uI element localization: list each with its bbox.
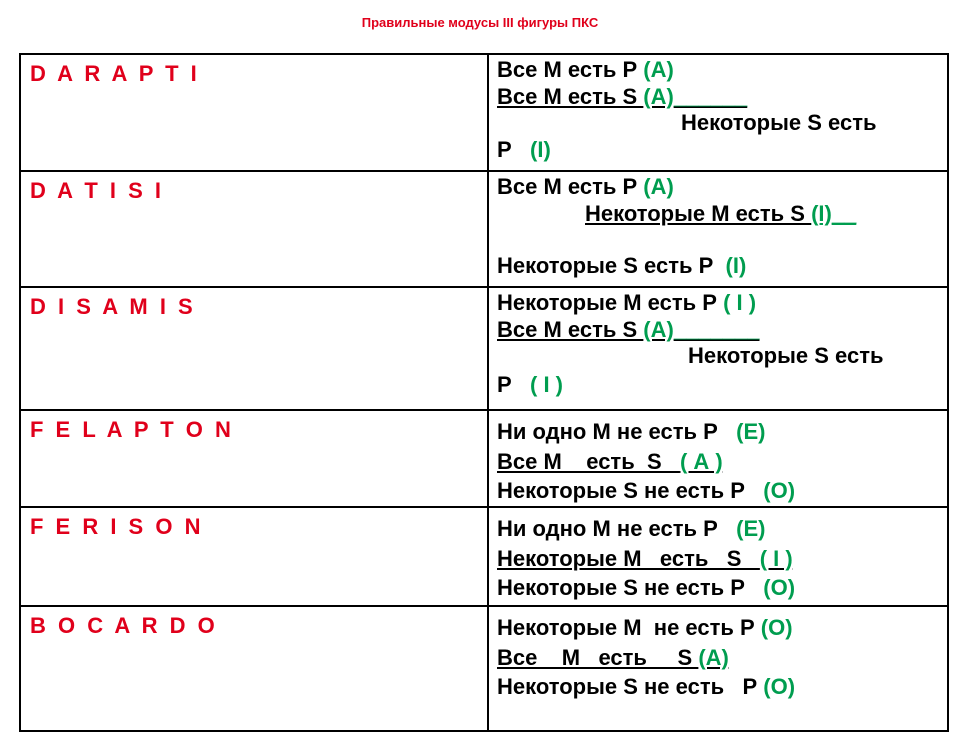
judgment-type: (О): [760, 615, 793, 640]
mood-name-cell: [20, 287, 488, 410]
premises-cell: [488, 410, 948, 507]
judgment-type: (О): [763, 674, 796, 699]
mood-name: D A R A P T I: [30, 61, 200, 86]
premises-cell: [488, 287, 948, 410]
premise-text: Некоторые М есть S: [497, 545, 760, 571]
conclusion-line: [497, 370, 947, 400]
table-row: [20, 287, 948, 410]
conclusion-line: [497, 137, 947, 164]
premise-line: [497, 643, 947, 673]
premise-text: Все М есть S: [497, 448, 680, 474]
premise-line: [497, 290, 947, 317]
judgment-type: (А): [643, 174, 674, 199]
table-row: [20, 606, 948, 731]
conclusion-text: Некоторые S есть: [688, 343, 884, 368]
premise-line: [497, 174, 947, 201]
judgment-type: (А): [643, 83, 674, 109]
conclusion-text: Р: [497, 136, 531, 162]
judgment-type: (А): [643, 57, 674, 82]
table-row: [20, 507, 948, 606]
premise-text: Все М есть S: [497, 316, 644, 342]
judgment-type: (Е): [736, 516, 766, 541]
conclusion-line: [497, 343, 947, 370]
conclusion-text: Некоторые S есть Р: [497, 253, 726, 278]
premises-cell: [488, 54, 948, 171]
premise-text: Все М есть Р: [497, 174, 644, 199]
mood-name: D A T I S I: [30, 178, 165, 203]
mood-name-cell: [20, 410, 488, 507]
table-row: [20, 410, 948, 507]
judgment-type: (О): [763, 478, 796, 503]
mood-name: F E L A P T O N: [30, 417, 234, 442]
premise-line: [497, 417, 947, 447]
premise-line: [497, 57, 947, 84]
mood-name: D I S A M I S: [30, 294, 196, 319]
judgment-type: ( I ): [759, 545, 793, 571]
mood-name: F E R I S O N: [30, 514, 204, 539]
conclusion-text: Некоторые S не есть Р: [497, 674, 764, 699]
conclusion-line: [497, 672, 947, 702]
conclusion-text: Некоторые S не есть Р: [497, 575, 764, 600]
premises-cell: [488, 171, 948, 287]
judgment-type: (А): [698, 644, 729, 670]
premise-line: [497, 84, 947, 111]
premises-cell: [488, 606, 948, 731]
judgment-type: (I): [725, 253, 747, 278]
table-row: [20, 54, 948, 171]
premise-text: Ни одно М не есть Р: [497, 516, 737, 541]
conclusion-line: [497, 476, 947, 506]
mood-name-cell: [20, 54, 488, 171]
conclusion-line: [497, 253, 947, 280]
judgment-type: (О): [763, 575, 796, 600]
judgment-type: ( I ): [530, 371, 564, 397]
premise-line: [497, 544, 947, 574]
judgment-type: (I): [811, 200, 832, 226]
judgment-type: ( А ): [679, 448, 723, 474]
mood-name-cell: [20, 606, 488, 731]
premise-text: Некоторые М есть Р: [497, 290, 724, 315]
premise-text: Все М есть Р: [497, 57, 644, 82]
underline-tail: ______: [673, 83, 748, 109]
conclusion-line: [497, 110, 947, 137]
premise-text: Все М есть S: [497, 644, 699, 670]
table-row: [20, 171, 948, 287]
premise-text: Некоторые М есть S: [585, 200, 812, 226]
mood-name-cell: [20, 171, 488, 287]
mood-name-cell: [20, 507, 488, 606]
judgment-type: (Е): [736, 419, 766, 444]
premises-cell: [488, 507, 948, 606]
conclusion-line: [497, 573, 947, 603]
premise-line: [497, 317, 947, 344]
conclusion-text: Р: [497, 371, 531, 397]
underline-tail: __: [831, 200, 857, 226]
premise-line: [497, 514, 947, 544]
premise-line: [497, 201, 947, 228]
judgment-type: (А): [643, 316, 674, 342]
premise-text: Некоторые М не есть Р: [497, 615, 761, 640]
premise-line: [497, 613, 947, 643]
mood-name: B O C A R D O: [30, 613, 218, 638]
conclusion-text: Некоторые S есть: [681, 110, 877, 135]
moods-table: [19, 53, 949, 732]
conclusion-text: Некоторые S не есть Р: [497, 478, 764, 503]
premise-line: [497, 447, 947, 477]
judgment-type: ( I ): [723, 290, 757, 315]
premise-text: Ни одно М не есть Р: [497, 419, 737, 444]
page-title: Правильные модусы III фигуры ПКС: [361, 15, 599, 30]
premise-text: Все М есть S: [497, 83, 644, 109]
underline-tail: _______: [673, 316, 760, 342]
judgment-type: (I): [530, 136, 551, 162]
